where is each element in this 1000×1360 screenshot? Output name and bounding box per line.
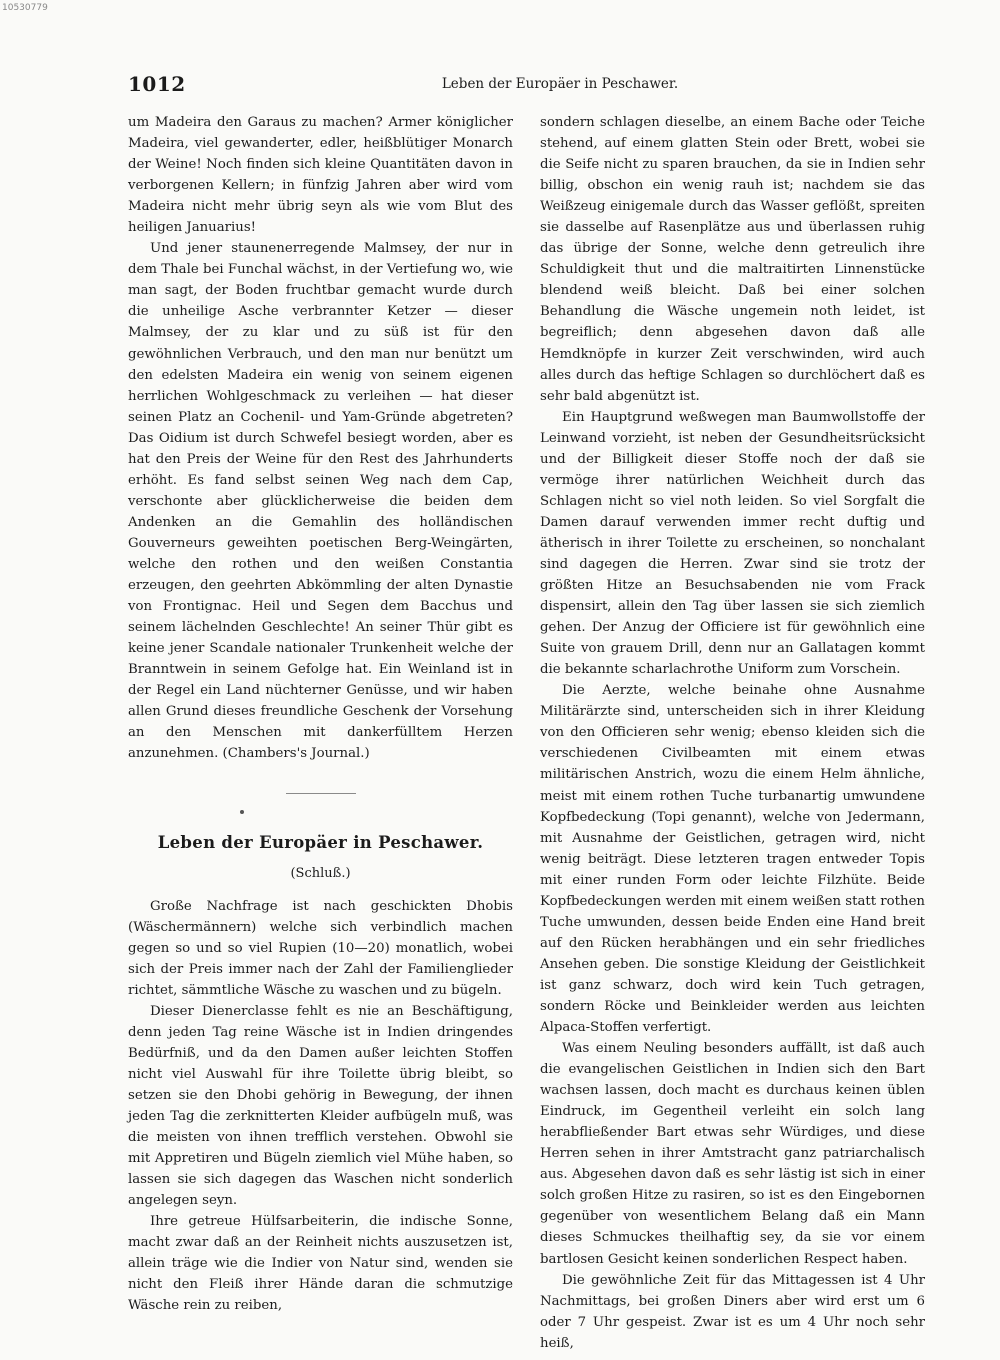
paragraph: Und jener staunenerregende Malmsey, der nur in dem Thale bei Funchal wächst, in der Vertiefung wo, wie man sagt, der Boden fruchtbar gemacht wurde durch die unheilige Asche verbrannter Ketzer — dieser Malmsey, der zu klar und zu süß ist für den gewöhnlichen Verbrauch, und den man nur benützt um den edelsten Madeira ein wenig von seinem eigenen herrlichen Wohlgeschmack zu verleihen — hat dieser seinen Platz an Cochenil- und Yam-Gründe abgetreten? Das Oidium ist durch Schwefel besiegt worden, aber es hat den Preis der Weine für den Rest des Jahrhunderts erhöht. Es fand selbst seinen Weg nach dem Cap, verschonte aber glücklicherweise die beiden dem Andenken an die Gemahlin des holländischen Gouverneurs geweihten poetischen Berg-Weingärten, welche den rothen und den weißen Constantia erzeugen, den geehrten Abkömmling der alten Dynastie von Frontignac. Heil und Segen dem Bacchus und seinem lächelnden Geschlechte! An seiner Thür gibt es keine jener Scandale nationaler Trunkenheit welche der Branntwein in seinem Gefolge hat. Ein Weinland ist in der Regel ein Land nüchterner Genüsse, und wir haben allen Grund dieses freundliche Geschenk der Vorsehung an den Menschen mit dankerfülltem Herzen anzunehmen. (Chambers's Journal.) xyxy=(128,241,513,762)
running-title: Leben der Europäer in Peschawer. xyxy=(441,76,679,92)
ornament-dot xyxy=(240,810,244,814)
page-number: 1012 xyxy=(128,72,186,96)
article-subtitle: (Schluß.) xyxy=(290,865,351,881)
paragraph: Ein Hauptgrund weßwegen man Baumwollstoffe der Leinwand vorzieht, ist neben der Gesundheitsrücksicht und der Billigkeit dieser Stoffe noch der daß sie vermöge ihrer natürlichen Weichheit durch das Schlagen nicht so viel noth leiden. So viel Sorgfalt die Damen darauf verwenden immer recht duftig und ätherisch in ihrer Toilette zu erscheinen, so nonchalant sind dagegen die Herren. Zwar sind sie trotz der größten Hitze an Besuchsabenden nie vom Frack dispensirt, allein den Tag über lassen sie sich ziemlich gehen. Der Anzug der Officiere ist für gewöhnlich eine Suite von grauem Drill, denn nur an Gallatagen kommt die bekannte scharlachrothe Uniform zum Vorschein. xyxy=(540,409,925,678)
paragraph: Dieser Dienerclasse fehlt es nie an Beschäftigung, denn jeden Tag reine Wäsche ist in Indien dringendes Bedürfniß, und da den Damen außer leichten Stoffen nicht viel Auswahl für ihre Toilette übrig bleibt, so setzen sie den Dhobi gehörig in Bewegung, der ihnen jeden Tag die zerknitterten Kleider aufbügeln muß, was die meisten von ihnen trefflich verstehen. Obwohl sie mit Appretiren und Bügeln ziemlich viel Mühe haben, so lassen sie sich dagegen das Waschen nicht sonderlich angelegen seyn. xyxy=(128,1003,513,1209)
section-divider xyxy=(286,793,356,794)
left-column xyxy=(128,112,513,1316)
right-column xyxy=(540,112,925,1354)
paragraph-continuation: um Madeira den Garaus zu machen? Armer königlicher Madeira, viel gewanderter, edler, heißblütiger Monarch der Weine! Noch finden sich kleine Quantitäten davon in verborgenen Kellern; in fünfzig Jahren aber wird vom Madeira nicht mehr übrig seyn als wie vom Blut des heiligen Januarius! xyxy=(128,115,513,236)
paragraph: Die gewöhnliche Zeit für das Mittagessen ist 4 Uhr Nachmittags, bei großen Diners aber wird erst um 6 oder 7 Uhr gespeist. Zwar ist es um 4 Uhr noch sehr heiß, xyxy=(540,1272,925,1351)
article-title: Leben der Europäer in Peschawer. xyxy=(157,833,484,853)
paragraph: Die Aerzte, welche beinahe ohne Ausnahme Militärärzte sind, unterscheiden sich in ihrer Kleidung von den Officieren sehr wenig; ebenso kleiden sich die verschiedenen Civilbeamten mit einem etwas militärischen Anstrich, wozu die einem Helm ähnliche, meist mit einem rothen Tuche turbanartig umwundene Kopfbedeckung (Topi genannt), welche von Jedermann, mit Ausnahme der Geistlichen, getragen wird, nicht wenig beiträgt. Diese letzteren tragen entweder Topis mit einer runden Form oder leichte Filzhüte. Beide Kopfbedeckungen werden mit einem weißen statt rothen Tuche umwunden, dessen beide Enden eine Hand breit auf den Rücken herabhängen und ein sehr friedliches Ansehen geben. Die sonstige Kleidung der Geistlichkeit ist ganz schwarz, doch wird kein Tuch getragen, sondern Röcke und Beinkleider werden aus leichten Alpaca-Stoffen verfertigt. xyxy=(540,683,925,1036)
scan-id: 10530779 xyxy=(2,3,48,13)
paragraph: Ihre getreue Hülfsarbeiterin, die indische Sonne, macht zwar daß an der Reinheit nichts auszusetzen ist, allein träge wie die Indier von Natur sind, wenden sie nicht den Fleiß ihrer Hände daran die schmutzige Wäsche rein zu reiben, xyxy=(128,1214,513,1314)
paragraph: Große Nachfrage ist nach geschickten Dhobis (Wäschermännern) welche sich verbindlich machen gegen so und so viel Rupien (10—20) monatlich, wobei sich der Preis immer nach der Zahl der Familienglieder richtet, sämmtliche Wäsche zu waschen und zu bügeln. xyxy=(128,898,513,998)
paragraph: Was einem Neuling besonders auffällt, ist daß auch die evangelischen Geistlichen in Indien sich den Bart wachsen lassen, doch macht es durchaus keinen üblen Eindruck, im Gegentheil verleiht ein solch lang herabfließender Bart etwas sehr Würdiges, und diese Herren sehen in ihrer Amtstracht ganz patriarchalisch aus. Abgesehen davon daß es sehr lästig ist sich in einer solch großen Hitze zu rasiren, so ist es den Eingebornen gegenüber von wesentlichem Belang daß ein Mann dieses Schmuckes theilhaftig sey, da sie vor einem bartlosen Gesicht keinen sonderlichen Respect haben. xyxy=(540,1041,925,1267)
paragraph-continuation: sondern schlagen dieselbe, an einem Bache oder Teiche stehend, auf einem glatten Stein oder Brett, wobei sie die Seife nicht zu sparen brauchen, da sie in Indien sehr billig, obschon ein wenig rauh ist; nachdem sie das Weißzeug einigemale durch das Wasser geflößt, spreiten sie dasselbe auf Rasenplätze aus und überlassen ruhig das übrige der Sonne, welche denn getreulich ihre Schuldigkeit thut und die maltraitirten Linnenstücke blendend weiß bleicht. Daß bei einer solchen Behandlung die Wäsche ungemein noth leidet, ist begreiflich; denn abgesehen davon daß alle Hemdknöpfe in kurzer Zeit verschwinden, wird auch alles durch das heftige Schlagen so durchlöchert daß es sehr bald abgenützt ist. xyxy=(540,115,925,404)
